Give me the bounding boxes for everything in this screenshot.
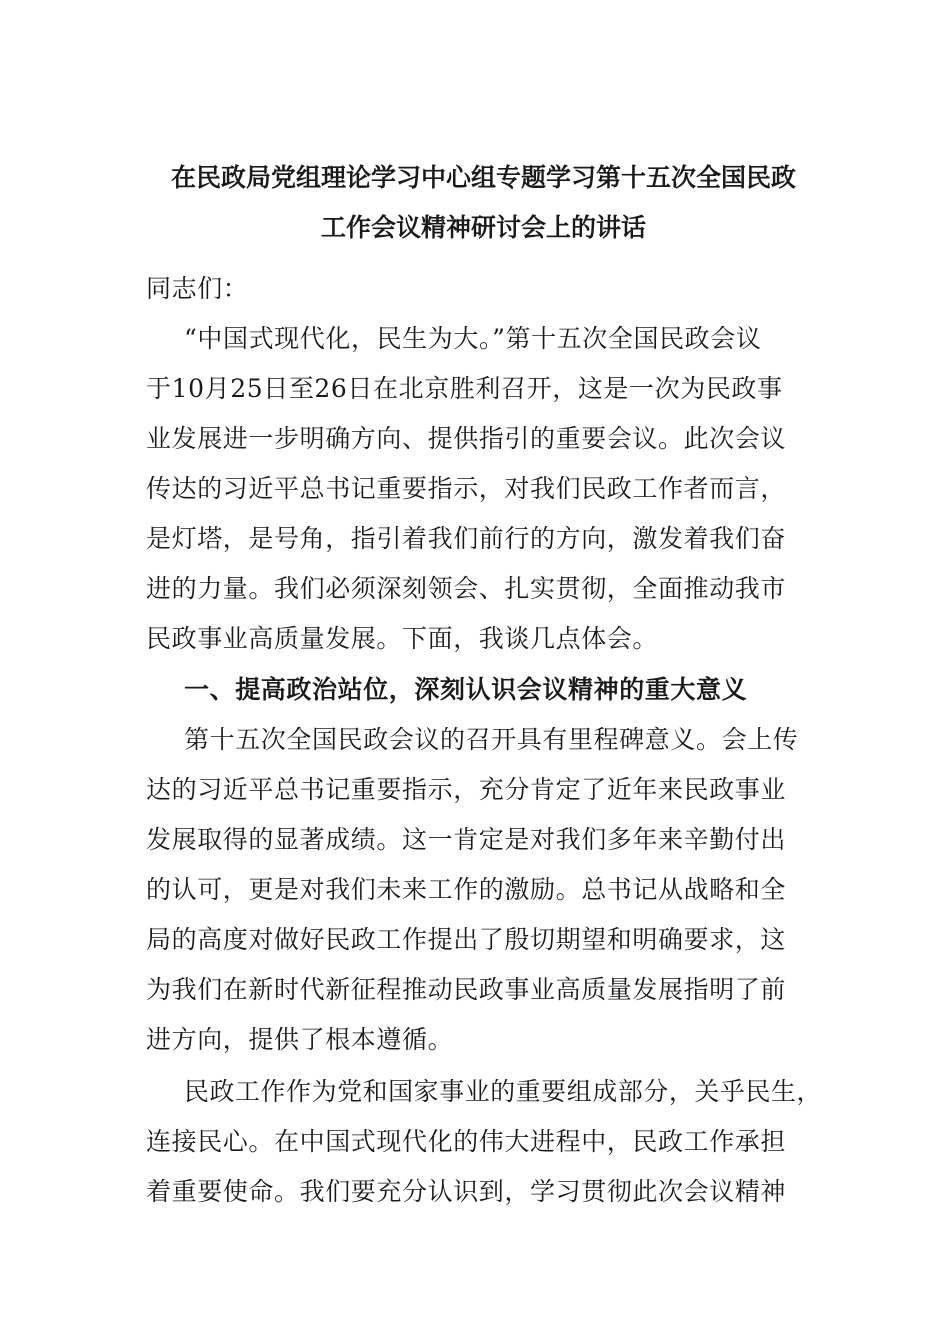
paragraph-1-line: 民政事业高质量发展。下面，我谈几点体会。	[146, 624, 659, 653]
salutation: 同志们：	[146, 274, 249, 303]
paragraph-2-line: 达的习近平总书记重要指示，充分肯定了近年来民政事业	[146, 775, 787, 804]
paragraph-1-line: 是灯塔，是号角，指引着我们前行的方向，激发着我们奋	[146, 524, 787, 553]
paragraph-1-line: 于10月25日至26日在北京胜利召开，这是一次为民政事	[146, 374, 783, 403]
paragraph-1-line: 业发展进一步明确方向、提供指引的重要会议。此次会议	[146, 424, 787, 453]
section-heading-1: 一、提高政治站位，深刻认识会议精神的重大意义	[184, 675, 748, 704]
paragraph-3-line: 民政工作作为党和国家事业的重要组成部分，关乎民生，	[184, 1077, 823, 1106]
paragraph-1-line: 进的力量。我们必须深刻领会、扎实贯彻，全面推动我市	[146, 574, 787, 603]
paragraph-2-line: 发展取得的显著成绩。这一肯定是对我们多年来辛勤付出	[146, 825, 787, 854]
document-title-line-2: 工作会议精神研讨会上的讲话	[320, 213, 646, 242]
paragraph-3-line: 连接民心。在中国式现代化的伟大进程中，民政工作承担	[146, 1127, 787, 1156]
paragraph-2-line: 第十五次全国民政会议的召开具有里程碑意义。会上传	[184, 725, 799, 754]
document-title-line-1: 在民政局党组理论学习中心组专题学习第十五次全国民政	[170, 163, 796, 192]
paragraph-2-line: 局的高度对做好民政工作提出了殷切期望和明确要求，这	[146, 925, 787, 954]
paragraph-1-line: 传达的习近平总书记重要指示，对我们民政工作者而言，	[146, 474, 787, 503]
paragraph-2-line: 的认可，更是对我们未来工作的激励。总书记从战略和全	[146, 875, 787, 904]
paragraph-2-line: 为我们在新时代新征程推动民政事业高质量发展指明了前	[146, 975, 787, 1004]
paragraph-1-line: “中国式现代化，民生为大。”第十五次全国民政会议	[184, 324, 762, 353]
paragraph-2-line: 进方向，提供了根本遵循。	[146, 1025, 454, 1054]
paragraph-3-line: 着重要使命。我们要充分认识到，学习贯彻此次会议精神	[146, 1177, 787, 1206]
